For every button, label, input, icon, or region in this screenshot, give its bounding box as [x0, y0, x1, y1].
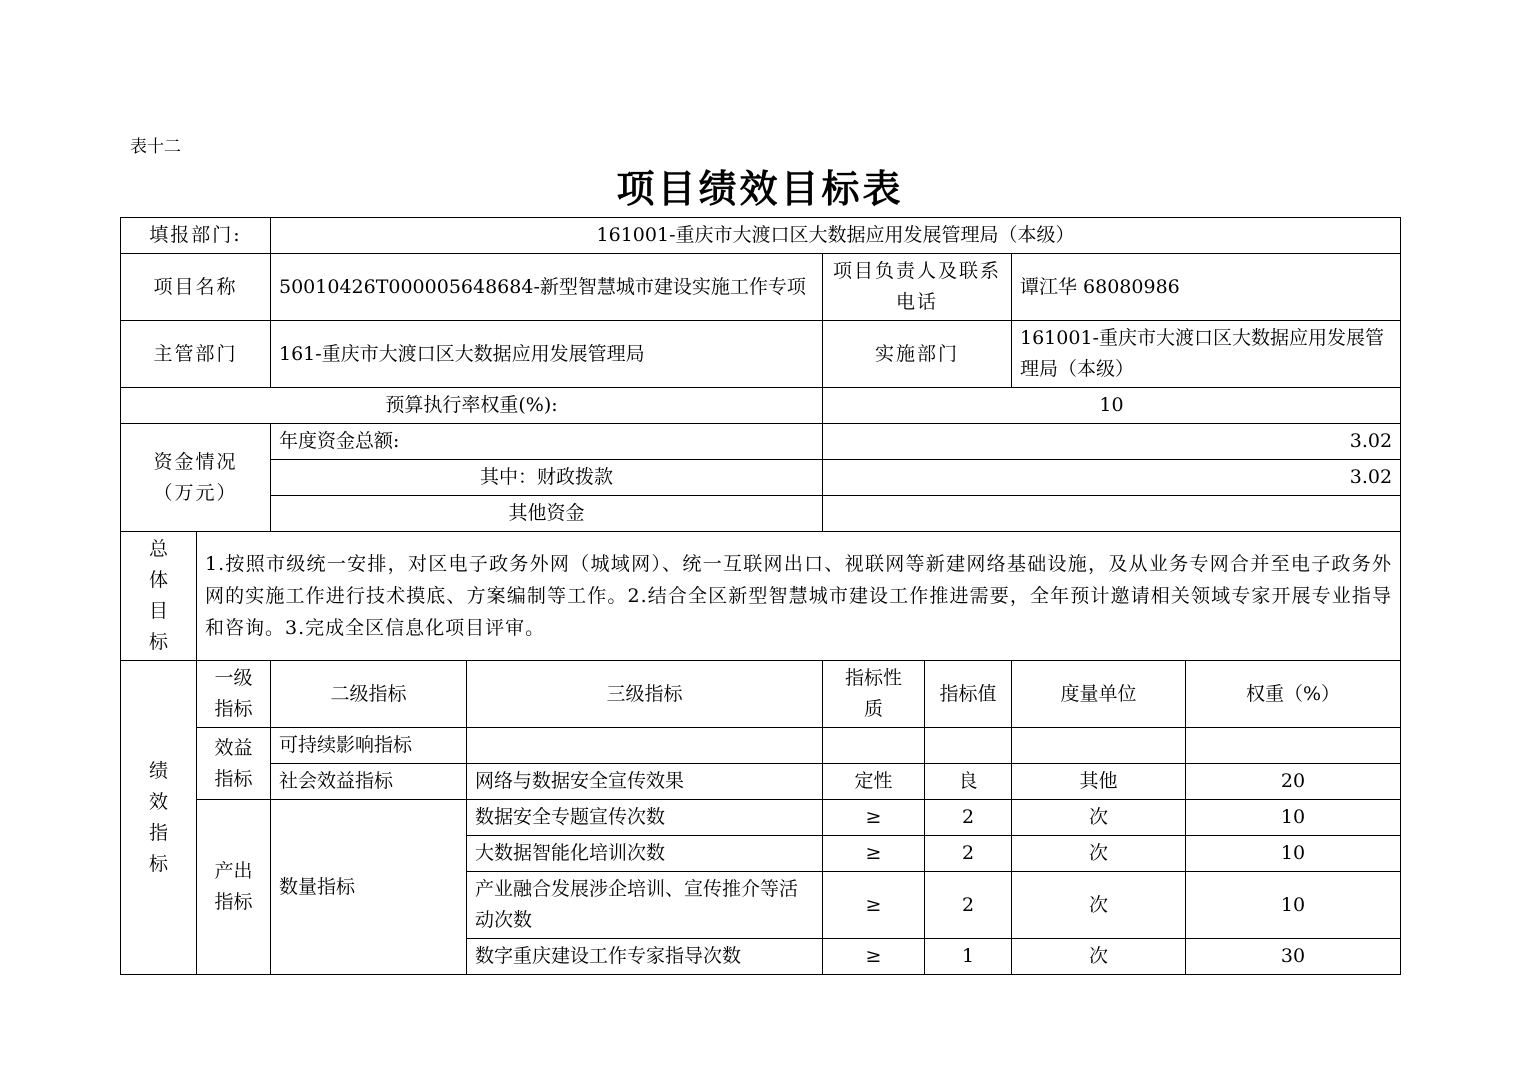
project-name-label: 项目名称 [121, 254, 271, 321]
benefit-level3: 网络与数据安全宣传效果 [467, 764, 823, 800]
supervisor-value: 161-重庆市大渡口区大数据应用发展管理局 [271, 321, 823, 388]
output-level2: 数量指标 [271, 800, 467, 975]
header-nature [823, 661, 925, 728]
indicators-label-char: 标 [148, 852, 168, 875]
page-title: 项目绩效目标表 [616, 166, 904, 211]
indicators-label [121, 661, 197, 975]
funds-label-line2: （万元） [153, 481, 238, 504]
funds-total-value: 3.02 [823, 424, 1401, 460]
header-level3: 三级指标 [467, 661, 823, 728]
output-weight: 30 [1186, 939, 1401, 975]
header-level1 [197, 661, 271, 728]
table-row [121, 800, 1401, 836]
table-row [121, 532, 1401, 661]
benefit-nature [823, 728, 925, 764]
table-row [121, 460, 1401, 496]
output-level1-line: 指标 [214, 891, 253, 913]
header-level2: 二级指标 [271, 661, 467, 728]
output-unit: 次 [1012, 800, 1186, 836]
output-level3: 产业融合发展涉企培训、宣传推介等活动次数 [467, 872, 823, 939]
contact-value: 谭江华 68080986 [1012, 254, 1401, 321]
output-nature: ≥ [823, 939, 925, 975]
goal-label-char: 总 [148, 538, 168, 560]
table-number-label: 表十二 [130, 137, 181, 157]
impl-value: 161001-重庆市大渡口区大数据应用发展管理局（本级） [1012, 321, 1401, 388]
goal-label-char: 标 [148, 631, 168, 653]
funds-other-label: 其他资金 [271, 496, 823, 532]
header-value: 指标值 [925, 661, 1012, 728]
table-row [121, 321, 1401, 388]
output-unit: 次 [1012, 872, 1186, 939]
funds-fiscal-label: 其中：财政拨款 [271, 460, 823, 496]
benefit-level1 [197, 728, 271, 800]
budget-weight-label: 预算执行率权重(%): [121, 388, 823, 424]
output-value: 2 [925, 872, 1012, 939]
indicators-label-char: 指 [148, 821, 168, 844]
output-value: 1 [925, 939, 1012, 975]
dept-label: 填报部门: [121, 218, 271, 254]
output-unit: 次 [1012, 836, 1186, 872]
contact-label: 项目负责人及联系电话 [823, 254, 1012, 321]
benefit-value [925, 728, 1012, 764]
output-level1-line: 产出 [214, 860, 253, 882]
table-row [121, 661, 1401, 728]
output-weight: 10 [1186, 800, 1401, 836]
budget-weight-value: 10 [823, 388, 1401, 424]
table-row [121, 254, 1401, 321]
table-row [121, 388, 1401, 424]
benefit-level2: 社会效益指标 [271, 764, 467, 800]
benefit-nature: 定性 [823, 764, 925, 800]
benefit-unit [1012, 728, 1186, 764]
output-level3: 数据安全专题宣传次数 [467, 800, 823, 836]
output-level3: 数字重庆建设工作专家指导次数 [467, 939, 823, 975]
impl-label: 实施部门 [823, 321, 1012, 388]
header-weight: 权重（%） [1186, 661, 1401, 728]
output-value: 2 [925, 836, 1012, 872]
goal-label-char: 目 [148, 600, 168, 622]
performance-target-table [120, 217, 1401, 975]
header-level1-line: 指标 [214, 698, 253, 720]
funds-other-value [823, 496, 1401, 532]
funds-total-label: 年度资金总额: [271, 424, 823, 460]
output-weight: 10 [1186, 872, 1401, 939]
output-level3: 大数据智能化培训次数 [467, 836, 823, 872]
table-row [121, 424, 1401, 460]
project-name-value: 50010426T000005648684-新型智慧城市建设实施工作专项 [271, 254, 823, 321]
funds-label-line1: 资金情况 [153, 450, 238, 473]
benefit-unit: 其他 [1012, 764, 1186, 800]
supervisor-label: 主管部门 [121, 321, 271, 388]
table-row [121, 496, 1401, 532]
indicators-label-char: 效 [148, 790, 168, 813]
benefit-weight: 20 [1186, 764, 1401, 800]
header-nature-line: 质 [863, 698, 883, 720]
benefit-level1-line: 指标 [214, 767, 253, 790]
goal-label [121, 532, 197, 661]
output-nature: ≥ [823, 836, 925, 872]
output-nature: ≥ [823, 872, 925, 939]
funds-fiscal-value: 3.02 [823, 460, 1401, 496]
header-nature-line: 指标性 [844, 667, 902, 689]
table-row [121, 218, 1401, 254]
output-value: 2 [925, 800, 1012, 836]
funds-label [121, 424, 271, 532]
header-level1-line: 一级 [214, 667, 253, 689]
output-unit: 次 [1012, 939, 1186, 975]
table-row [121, 728, 1401, 764]
indicators-label-char: 绩 [148, 759, 168, 782]
table-row [121, 764, 1401, 800]
benefit-level3 [467, 728, 823, 764]
header-unit: 度量单位 [1012, 661, 1186, 728]
output-nature: ≥ [823, 800, 925, 836]
benefit-level2: 可持续影响指标 [271, 728, 467, 764]
dept-value: 161001-重庆市大渡口区大数据应用发展管理局（本级） [271, 218, 1401, 254]
goal-label-char: 体 [148, 569, 168, 591]
output-level1 [197, 800, 271, 975]
benefit-weight [1186, 728, 1401, 764]
goal-text: 1.按照市级统一安排，对区电子政务外网（城域网）、统一互联网出口、视联网等新建网络基础设施，及从业务专网合并至电子政务外网的实施工作进行技术摸底、方案编制等工作。2.结合全区新型智慧城市建设工作推进需要，全年预计邀请相关领域专家开展专业指导和咨询。3.完成全区信息化项目评审。 [197, 532, 1401, 661]
benefit-level1-line: 效益 [214, 736, 253, 759]
benefit-value: 良 [925, 764, 1012, 800]
output-weight: 10 [1186, 836, 1401, 872]
